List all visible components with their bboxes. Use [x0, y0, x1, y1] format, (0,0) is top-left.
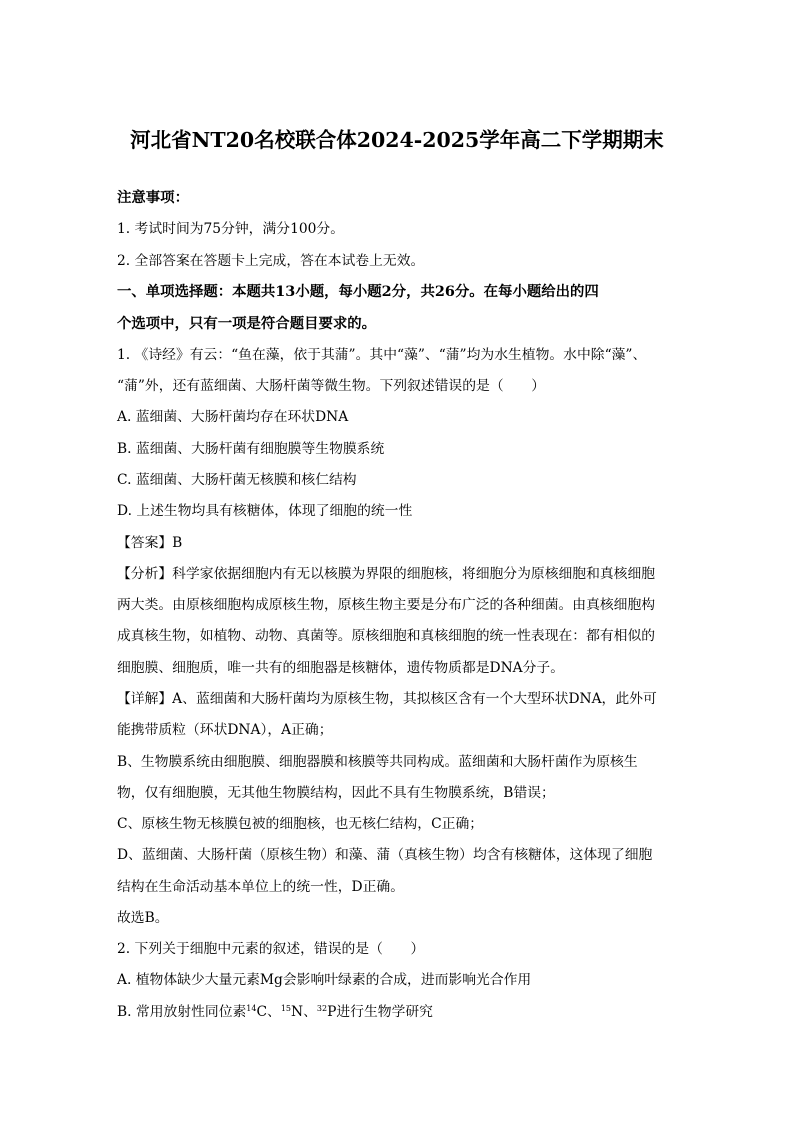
- detail-line: C、原核生物无核膜包被的细胞核，也无核仁结构，C正确；: [117, 816, 484, 832]
- isotope-mass: 14: [246, 1004, 257, 1013]
- analysis-line: 【分析】科学家依据细胞内有无以核膜为界限的细胞核，将细胞分为原核细胞和真核细胞: [117, 566, 656, 582]
- isotope-symbol: C、: [256, 1004, 281, 1020]
- section-heading: 一、单项选择题：本题共13小题，每小题2分，共26分。在每小题给出的四: [117, 283, 599, 300]
- q2-option-b-suffix: 进行生物学研究: [336, 1004, 433, 1020]
- notice-item: 1. 考试时间为75分钟，满分100分。: [117, 221, 345, 237]
- q2-option-b-prefix: B. 常用放射性同位素: [117, 1004, 247, 1020]
- analysis-line: 成真核生物，如植物、动物、真菌等。原核细胞和真核细胞的统一性表现在：都有相似的: [117, 628, 656, 644]
- page-title: 河北省NT20名校联合体2024-2025学年高二下学期期末: [130, 128, 664, 152]
- isotope-symbol: P: [327, 1004, 337, 1020]
- question-1-stem: 1. 《诗经》有云：“鱼在藻，依于其蒲”。其中“藻”、“蒲”均为水生植物。水中除“藻”、: [117, 347, 647, 363]
- q2-option-b: [117, 1001, 433, 1023]
- question-2-stem: 2. 下列关于细胞中元素的叙述，错误的是（ ）: [117, 941, 425, 957]
- detail-line: 物，仅有细胞膜，无其他生物膜结构，因此不具有生物膜系统，B错误；: [117, 785, 555, 801]
- detail-line: 能携带质粒（环状DNA），A正确；: [117, 722, 333, 738]
- option-b: B. 蓝细菌、大肠杆菌有细胞膜等生物膜系统: [117, 441, 385, 457]
- detail-line: B、生物膜系统由细胞膜、细胞器膜和核膜等共同构成。蓝细菌和大肠杆菌作为原核生: [117, 754, 638, 770]
- detail-line: 【详解】A、蓝细菌和大肠杆菌均为原核生物，其拟核区含有一个大型环状DNA，此外可: [117, 691, 657, 707]
- isotope-mass: 32: [316, 1004, 328, 1013]
- q2-option-a: A. 植物体缺少大量元素Mg会影响叶绿素的合成，进而影响光合作用: [117, 972, 532, 988]
- analysis-line: 细胞膜、细胞质，唯一共有的细胞器是核糖体，遗传物质都是DNA分子。: [117, 660, 565, 676]
- section-heading-cont: 个选项中，只有一项是符合题目要求的。: [117, 315, 377, 332]
- detail-line: 结构在生命活动基本单位上的统一性，D正确。: [117, 879, 404, 895]
- detail-line: D、蓝细菌、大肠杆菌（原核生物）和藻、蒲（真核生物）均含有核糖体，这体现了细胞: [117, 847, 653, 863]
- option-d: D. 上述生物均具有核糖体，体现了细胞的统一性: [117, 503, 413, 519]
- isotope-symbol: N、: [291, 1004, 317, 1020]
- isotope-mass: 15: [280, 1004, 292, 1013]
- conclusion-line: 故选B。: [117, 910, 169, 926]
- option-c: C. 蓝细菌、大肠杆菌无核膜和核仁结构: [117, 472, 357, 488]
- answer-line: 【答案】B: [117, 535, 183, 551]
- option-a: A. 蓝细菌、大肠杆菌均存在环状DNA: [117, 409, 349, 425]
- notice-item: 2. 全部答案在答题卡上完成，答在本试卷上无效。: [117, 253, 425, 269]
- question-1-stem-cont: “蒲”外，还有蓝细菌、大肠杆菌等微生物。下列叙述错误的是（ ）: [117, 378, 546, 394]
- analysis-line: 两大类。由原核细胞构成原核生物，原核生物主要是分布广泛的各种细菌。由真核细胞构: [117, 597, 656, 613]
- notice-heading: 注意事项：: [117, 189, 189, 206]
